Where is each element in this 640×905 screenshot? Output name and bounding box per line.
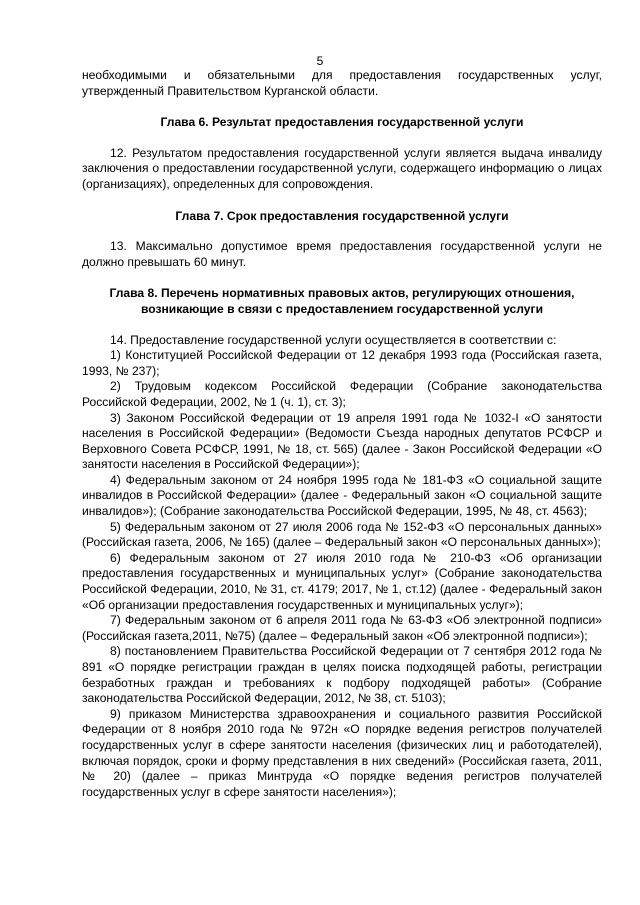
paragraph-13: 13. Максимально допустимое время предоставления государственной услуги не должно превышать 60 минут. [82, 239, 602, 269]
list-item-7: 7) Федеральным законом от 6 апреля 2011 года № 63-ФЗ «Об электронной подписи» (Российская газета,2011, №75) (далее – Федеральный закон «Об электронной подписи»); [82, 613, 602, 643]
paragraph-14: 14. Предоставление государственной услуги осуществляется в соответствии с: [110, 332, 557, 347]
list-item-3: 3) Законом Российской Федерации от 19 апреля 1991 года № 1032-I «О занятости населения в Российской Федерации» (Ведомости Съезда народных депутатов РСФСР и Верховного Совета РСФСР, 1991, № 18, ст. 565) (далее - Закон Российской Федерации «О занятости населения в Российской Федерации»); [82, 410, 602, 472]
page-number: 5 [316, 54, 324, 68]
document-body [82, 68, 602, 800]
chapter-7-heading: Глава 7. Срок предоставления государственной услуги [175, 208, 509, 223]
chapter-8-heading-line-1: Глава 8. Перечень нормативных правовых актов, регулирующих отношения, [109, 286, 575, 301]
list-item-1: 1) Конституцией Российской Федерации от 12 декабря 1993 года (Российская газета, 1993, № 237); [82, 348, 602, 378]
list-item-8: 8) постановлением Правительства Российской Федерации от 7 сентября 2012 года № 891 «О порядке регистрации граждан в целях поиска подходящей работы, регистрации безработных граждан и требованиях к подбору подходящей работы» (Собрание законодательства Российской Федерации, 2012, № 38, ст. 5103); [82, 644, 602, 706]
intro-paragraph: необходимыми и обязательными для предоставления государственных услуг, утвержденный Правительством Курганской области. [82, 68, 602, 98]
chapter-6-heading: Глава 6. Результат предоставления государственной услуги [160, 115, 524, 130]
paragraph-12: 12. Результатом предоставления государственной услуги является выдача инвалиду заключения о предоставлении государственной услуги, содержащего информацию о лицах (организациях), определенных для сопровождения. [82, 145, 602, 191]
list-item-4: 4) Федеральным законом от 24 ноября 1995 года № 181-ФЗ «О социальной защите инвалидов в Российской Федерации» (далее - Федеральный закон «О социальной защите инвалидов»); (Собрание законодательства Российской Федерации, 1995, № 48, ст. 4563); [82, 472, 602, 519]
list-item-2: 2) Трудовым кодексом Российской Федерации (Собрание законодательства Российской Федерации, 2002, № 1 (ч. 1), ст. 3); [82, 379, 602, 409]
list-item-6: 6) Федеральным законом от 27 июля 2010 года № 210-ФЗ «Об организации предоставления государственных и муниципальных услуг» (Собрание законодательства Российской Федерации, 2010, № 31, ст. 4179; 2017, № 1, ст.12) (далее - Федеральный закон «Об организации предоставления государственных и муниципальных услуг»); [82, 550, 602, 612]
list-item-5: 5) Федеральным законом от 27 июля 2006 года № 152-ФЗ «О персональных данных» (Российская газета, 2006, № 165) (далее – Федеральный закон «О персональных данных»); [82, 519, 602, 550]
list-item-9: 9) приказом Министерства здравоохранения и социального развития Российской Федерации от 8 ноября 2010 года № 972н «О порядке ведения регистров получателей государственных услуг в сфере занятости населения (физических лиц и работодателей), включая порядок, сроки и форму представления в них сведений» (Российская газета, 2011, № 20) (далее – приказ Минтруда «О порядке ведения регистров получателей государственных услуг в сфере занятости населения»); [82, 706, 602, 799]
chapter-8-heading-line-2: возникающие в связи с предоставлением государственной услуги [140, 301, 544, 316]
